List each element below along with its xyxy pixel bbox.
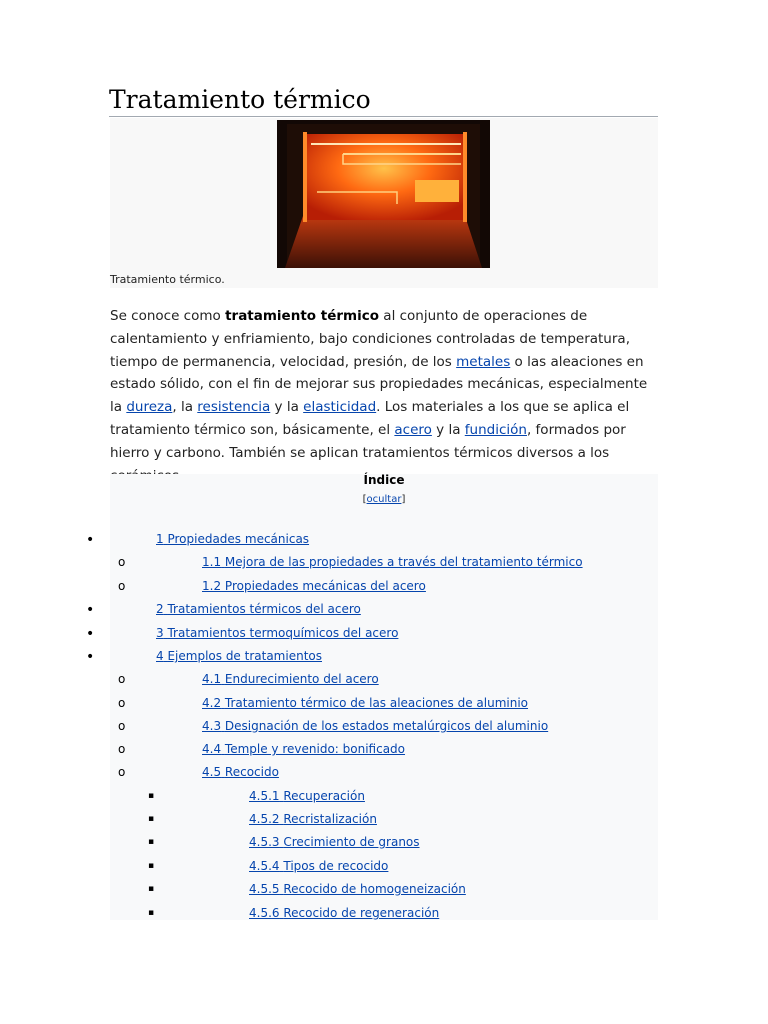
furnace-image[interactable] — [277, 120, 490, 268]
toc-item-number: 4.4 — [202, 742, 222, 756]
toc-item-text: Recocido de regeneración — [283, 906, 440, 920]
toc-item[interactable] — [202, 696, 528, 710]
toc-item-text: Endurecimiento del acero — [224, 672, 379, 686]
page-title: Tratamiento térmico — [109, 85, 371, 114]
toc-item-number: 4.5.4 — [249, 859, 280, 873]
toc-item-number: 4.5.2 — [249, 812, 280, 826]
bullet-disc: • — [86, 602, 95, 618]
bullet-circle: o — [118, 555, 126, 569]
bullet-square: ▪ — [148, 837, 155, 847]
toc-item-number: 1.1 — [202, 555, 222, 569]
link-elasticidad[interactable]: elasticidad — [303, 399, 377, 416]
toc-item-text: Temple y revenido: bonificado — [224, 742, 406, 756]
bullet-square: ▪ — [148, 791, 155, 801]
toc-toggle — [110, 494, 658, 505]
toc-item-number: 4.2 — [202, 696, 222, 710]
toc-item-number: 4.5.1 — [249, 789, 280, 803]
toc-item-text: Mejora de las propiedades a través del tratamiento térmico — [224, 555, 583, 569]
link-dureza[interactable]: dureza — [126, 399, 173, 416]
intro-bold-term: tratamiento térmico — [225, 308, 379, 324]
toc-title: Índice — [363, 473, 405, 487]
toc-item[interactable] — [249, 882, 466, 896]
toc-item[interactable] — [249, 906, 439, 920]
bullet-circle: o — [118, 765, 126, 779]
intro-text: , la — [172, 399, 198, 416]
toc-item-text: Designación de los estados metalúrgicos del aluminio — [224, 719, 549, 733]
toc-hide-link[interactable]: ocultar — [366, 494, 402, 505]
toc-item-text: Tipos de recocido — [283, 859, 389, 873]
toc-item[interactable] — [249, 789, 365, 803]
toc-item-text: Recristalización — [283, 812, 377, 826]
bullet-circle: o — [118, 719, 126, 733]
toc-item[interactable] — [156, 532, 309, 546]
toc-item[interactable] — [156, 602, 361, 616]
intro-text: , formados por hierro y carbono. También se aplican tratamientos térmicos diversos a los — [110, 421, 626, 461]
toc-item-number: 3 — [156, 626, 164, 640]
link-resistencia[interactable]: resistencia — [197, 399, 271, 416]
toc-item-number: 1.2 — [202, 579, 222, 593]
toc-item[interactable] — [202, 579, 426, 593]
bullet-circle: o — [118, 579, 126, 593]
toc-item-text: Tratamientos térmicos del acero — [167, 602, 361, 616]
toc-item-number: 4.5.6 — [249, 906, 280, 920]
bullet-disc: • — [86, 532, 95, 548]
figure-caption: Tratamiento térmico. — [110, 273, 225, 286]
bullet-disc: • — [86, 649, 95, 665]
toc-item-number: 2 — [156, 602, 164, 616]
toc-item[interactable] — [202, 555, 583, 569]
toc-item-number: 1 — [156, 532, 164, 546]
toc-toggle-bracket: ] — [401, 494, 406, 505]
figure-thumbnail — [110, 118, 658, 288]
bullet-square: ▪ — [148, 908, 155, 918]
link-fundicion[interactable]: fundición — [464, 421, 527, 438]
toc-item[interactable] — [156, 626, 398, 640]
toc-item-text: Propiedades mecánicas del acero — [224, 579, 426, 593]
toc-item-number: 4.3 — [202, 719, 222, 733]
bullet-circle: o — [118, 672, 126, 686]
bullet-circle: o — [118, 696, 126, 710]
toc-item-text: Recocido — [224, 765, 279, 779]
toc-item-text: Tratamiento térmico de las aleaciones de aluminio — [224, 696, 529, 710]
bullet-square: ▪ — [148, 814, 155, 824]
toc-item-text: Recocido de homogeneización — [283, 882, 466, 896]
toc-item-text: Ejemplos de tratamientos — [167, 649, 322, 663]
toc-item-number: 4.5.5 — [249, 882, 280, 896]
title-divider — [109, 116, 658, 117]
bullet-circle: o — [118, 742, 126, 756]
bullet-disc: • — [86, 626, 95, 642]
toc-item[interactable] — [249, 859, 388, 873]
intro-text: y la — [270, 399, 304, 416]
toc-item-text: Propiedades mecánicas — [167, 532, 310, 546]
toc-item[interactable] — [202, 765, 279, 779]
intro-text: Se conoce como — [110, 308, 226, 324]
intro-text: . Los materiales a los que se aplica el tratamiento térmico son, básicamente, el — [110, 399, 630, 438]
intro-text: o las aleaciones en estado sólido, con el fin de mejorar sus propiedades mecánicas, especialmente la — [110, 353, 648, 416]
link-metales[interactable]: metales — [456, 353, 511, 370]
intro-text: y la — [431, 421, 465, 438]
toc-toggle-bracket: [ — [362, 494, 367, 505]
toc-item-number: 4.5.3 — [249, 835, 280, 849]
toc-item[interactable] — [249, 835, 420, 849]
bullet-square: ▪ — [148, 884, 155, 894]
toc-item[interactable] — [202, 742, 405, 756]
toc-item-text: Recuperación — [283, 789, 365, 803]
toc-item-number: 4 — [156, 649, 164, 663]
intro-text: al conjunto de operaciones de calentamiento y enfriamiento, bajo condiciones controladas de temperatura, tiempo de permanencia, velocidad, presión, de los — [110, 308, 630, 370]
toc-item[interactable] — [249, 812, 377, 826]
toc-item-text: Tratamientos termoquímicos del acero — [167, 626, 399, 640]
toc-item-number: 4.5 — [202, 765, 222, 779]
link-acero[interactable]: acero — [394, 421, 432, 438]
toc-item-text: Crecimiento de granos — [283, 835, 420, 849]
toc-item[interactable] — [202, 672, 379, 686]
toc-item-number: 4.1 — [202, 672, 222, 686]
intro-paragraph — [110, 305, 660, 487]
toc-item[interactable] — [202, 719, 548, 733]
toc-item[interactable] — [156, 649, 322, 663]
bullet-square: ▪ — [148, 861, 155, 871]
